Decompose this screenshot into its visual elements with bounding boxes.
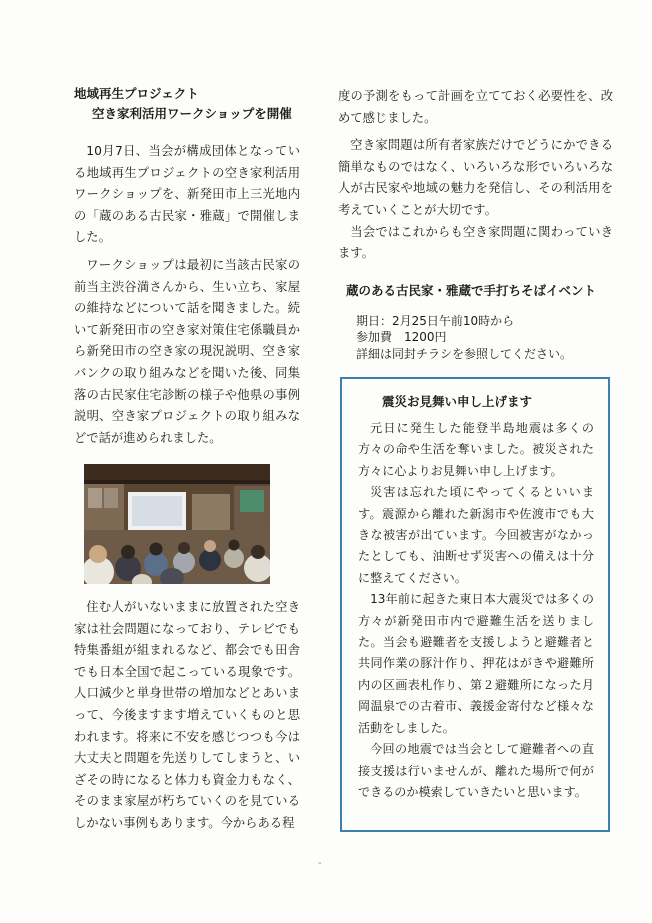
notice-paragraph: 元日に発生した能登半島地震は多くの方々の命や生活を奪いました。被災された方々に心よりお見舞い申し上げます。 [358,421,594,478]
article-column-continued [74,597,300,835]
article-paragraph: 住む人がいないままに放置された空き家は社会問題になっており、テレビでも特集番組が組まれるなど、都会でも田舎でも日本全国で起こっている現象です。人口減少と単身世帯の増加などとあいまって、今後ますます増えていくものと思われます。将来に不安を感じつつも今は大丈夫と問題を先送りしてしまうと、いざその時になると体力も資金力もなく、そのまま家屋が朽ちていくのを見ているしかない事例もあります。今からある程 [74,600,300,830]
notice-paragraph: 災害は忘れた頃にやってくるといいます。震源から離れた新潟市や佐渡市でも大きな被害が出ています。今回被害がなかったとしても、油断せず災害への備えは十分に整えてください。 [358,485,594,585]
workshop-photo [84,464,270,584]
page-footer-mark: - [318,858,322,869]
workshop-photo-image [84,464,270,584]
article-kicker: 地域再生プロジェクト [74,86,199,101]
article-paragraph: 当会ではこれからも空き家問題に関わっていきます。 [338,224,613,261]
article-paragraph: 10月7日、当会が構成団体となっている地域再生プロジェクトの空き家利活用ワークショップを、新発田市上三光地内の「蔵のある古民家・雅蔵」で開催しました。 [74,144,300,245]
right-column [338,86,613,363]
event-title: 蔵のある古民家・雅蔵で手打ちそばイベント [346,282,597,298]
event-details [338,313,613,363]
earthquake-notice-box [340,377,610,832]
article-paragraph: 空き家問題は所有者家族だけでどうにかできる簡単なものではなく、いろいろな形でいろいろな人が古民家や地域の魅力を発信し、その利活用を考えていくことが大切です。 [338,138,613,217]
article-paragraph: ワークショップは最初に当該古民家の前当主渋谷満さんから、生い立ち、家屋の維持などについて話を聞きました。続いて新発田市の空き家対策住宅係職員から新発田市の空き家の現況説明、空き家バンクの取り組みなどを聞いた後、同集落の古民家住宅診断の様子や他県の事例説明、空き家プロジェクトの取り組みなどで話が進められました。 [74,257,300,445]
notice-paragraph: 13年前に起きた東日本大震災では多くの方々が新発田市内で避難生活を送りました。当会も避難者を支援しようと避難者と共同作業の豚汁作り、押花はがきや避難所内の区画表札作り、第２避難所になった月岡温泉での古着市、義援金寄付など様々な活動をしました。 [358,592,594,735]
article-paragraph-continued: 度の予測をもって計画を立てておく必要性を、改めて感じました。 [338,89,613,125]
event-fee: 参加費 1200円 [356,330,447,345]
event-date: 期日：2月25日午前10時から [356,313,515,328]
event-info: 詳細は同封チラシを参照してください。 [356,346,573,361]
article-title: 空き家利活用ワークショップを開催 [92,106,292,121]
notice-heading: 震災お見舞い申し上げます [382,394,533,409]
notice-paragraph: 今回の地震では当会として避難者への直接支援は行いませんが、離れた場所で何ができるのか模索していきたいと思います。 [358,742,594,799]
article-column [74,84,300,449]
